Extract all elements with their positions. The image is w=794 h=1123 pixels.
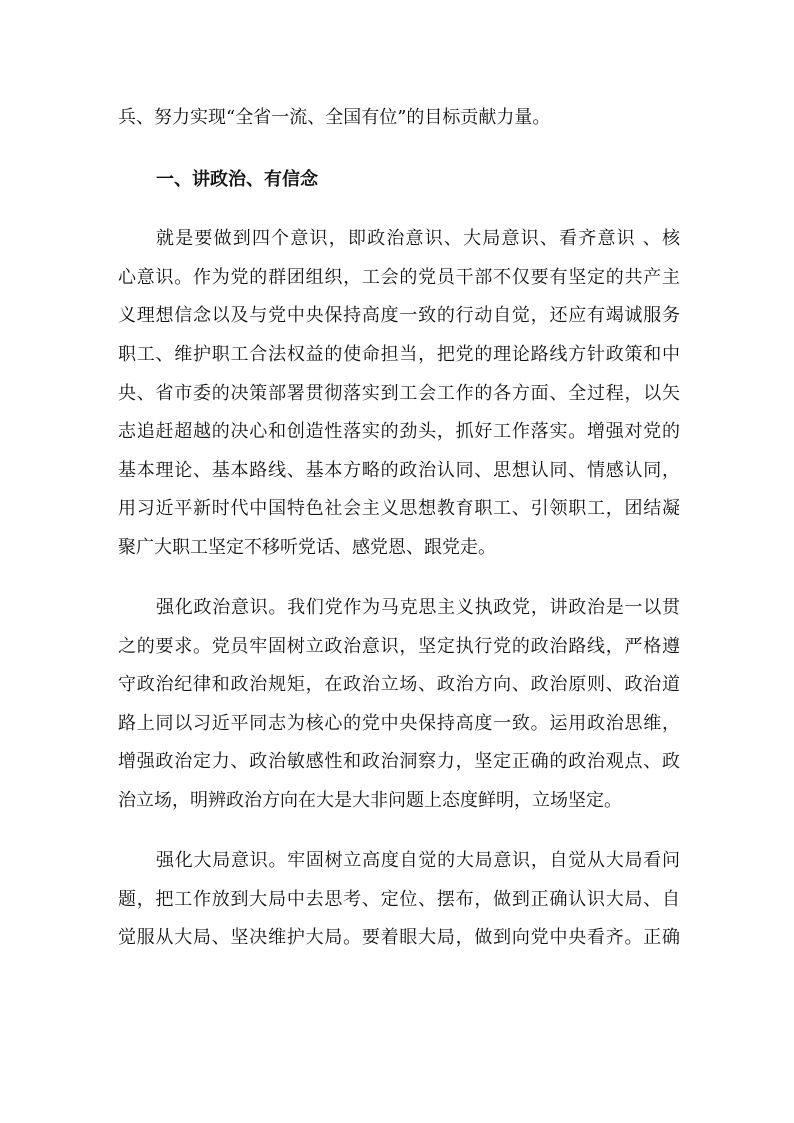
- paragraph-1-line: 基本理论、基本路线、基本方略的政治认同、思想认同、情感认同，: [118, 460, 680, 481]
- paragraph-1-line: 职工、维护职工合法权益的使命担当，把党的理论路线方针政策和中: [118, 344, 680, 365]
- paragraph-3-line: 觉服从大局、坚决维护大局。要着眼大局，做到向党中央看齐。正确: [118, 927, 680, 948]
- paragraph-2-line: 路上同以习近平同志为核心的党中央保持高度一致。运用政治思维，: [118, 713, 680, 734]
- paragraph-2-line: 增强政治定力、政治敏感性和政治洞察力，坚定正确的政治观点、政: [118, 751, 680, 772]
- section-heading: 一、讲政治、有信念: [156, 169, 318, 190]
- paragraph-2-line: 治立场，明辨政治方向在大是大非问题上态度鲜明，立场坚定。: [118, 790, 622, 811]
- paragraph-1-line: 央、省市委的决策部署贯彻落实到工会工作的各方面、全过程，以矢: [118, 383, 680, 404]
- paragraph-3-line: 强化大局意识。牢固树立高度自觉的大局意识，自觉从大局看问: [156, 850, 680, 871]
- intro-line: 兵、努力实现“全省一流、全国有位”的目标贡献力量。: [118, 107, 551, 128]
- paragraph-2-line: 之的要求。党员牢固树立政治意识，坚定执行党的政治路线，严格遵: [118, 636, 680, 657]
- paragraph-1-line: 志追赶超越的决心和创造性落实的劲头，抓好工作落实。增强对党的: [118, 421, 680, 442]
- paragraph-1-line: 心意识。作为党的群团组织，工会的党员干部不仅要有坚定的共产主: [118, 267, 680, 288]
- paragraph-1-line: 义理想信念以及与党中央保持高度一致的行动自觉，还应有竭诚服务: [118, 305, 680, 326]
- paragraph-1-line: 就是要做到四个意识，即政治意识、大局意识、看齐意识 、核: [156, 228, 680, 249]
- paragraph-2-line: 守政治纪律和政治规矩，在政治立场、政治方向、政治原则、政治道: [118, 674, 680, 695]
- paragraph-1-line: 聚广大职工坚定不移听党话、感党恩、跟党走。: [118, 537, 496, 558]
- paragraph-1-line: 用习近平新时代中国特色社会主义思想教育职工、引领职工，团结凝: [118, 498, 680, 519]
- paragraph-2-line: 强化政治意识。我们党作为马克思主义执政党，讲政治是一以贯: [156, 597, 680, 618]
- paragraph-3-line: 题，把工作放到大局中去思考、定位、摆布，做到正确认识大局、自: [118, 889, 680, 910]
